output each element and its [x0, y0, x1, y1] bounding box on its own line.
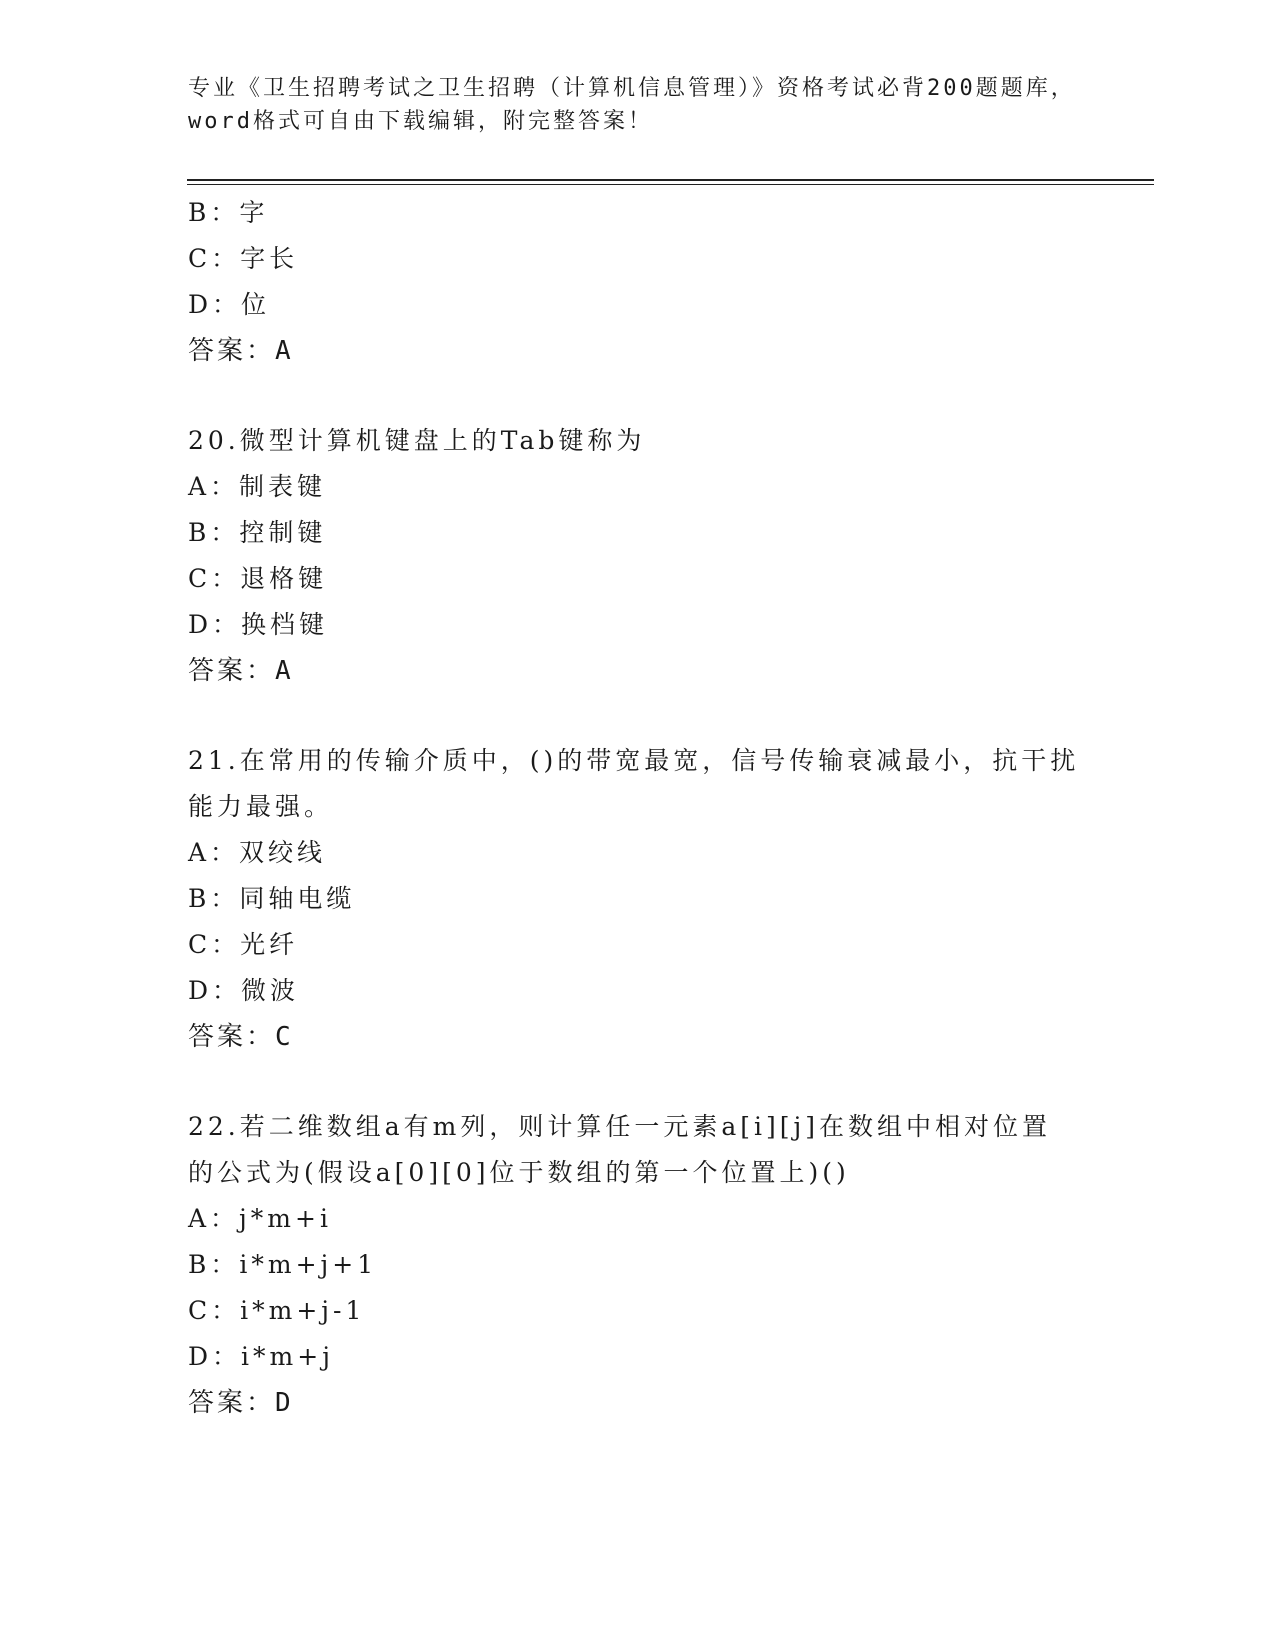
option-b: B：同轴电缆 [188, 884, 356, 913]
option-c: C：字长 [188, 244, 299, 273]
question-stem-line-2: 能力最强。 [188, 792, 334, 821]
option-a: A：制表键 [188, 472, 327, 501]
question-block-22 [188, 1104, 1088, 1426]
spacer [188, 694, 1088, 738]
question-block-20 [188, 418, 1088, 694]
question-stem-line-2: 的公式为(假设a[0][0]位于数组的第一个位置上)() [188, 1158, 850, 1187]
option-c: C：光纤 [188, 930, 299, 959]
question-block-previous [188, 190, 1088, 374]
spacer [188, 374, 1088, 418]
question-stem-line-1: 21.在常用的传输介质中，()的带宽最宽，信号传输衰减最小，抗干扰 [188, 746, 1080, 775]
option-a: A：双绞线 [188, 838, 327, 867]
document-header [188, 72, 1088, 138]
header-title-line-1: 专业《卫生招聘考试之卫生招聘（计算机信息管理）》资格考试必背200题题库， [188, 76, 1076, 101]
question-stem: 20.微型计算机键盘上的Tab键称为 [188, 426, 646, 455]
option-d: D：微波 [188, 976, 300, 1005]
header-divider [187, 179, 1154, 185]
spacer [188, 1060, 1088, 1104]
answer-line: 答案：C [188, 1022, 294, 1052]
option-c: C：退格键 [188, 564, 328, 593]
option-c: C：i*m+j-1 [188, 1296, 366, 1325]
header-title-line-2: word格式可自由下载编辑，附完整答案！ [188, 109, 653, 134]
option-b: B：i*m+j+1 [188, 1250, 378, 1279]
question-list [188, 190, 1088, 1426]
answer-line: 答案：A [188, 336, 294, 366]
question-block-21 [188, 738, 1088, 1060]
option-a: A：j*m+i [188, 1204, 332, 1233]
answer-line: 答案：D [188, 1388, 294, 1418]
option-d: D：换档键 [188, 610, 329, 639]
option-d: D：位 [188, 290, 271, 319]
question-stem-line-1: 22.若二维数组a有m列，则计算任一元素a[i][j]在数组中相对位置 [188, 1112, 1052, 1141]
option-b: B：控制键 [188, 518, 327, 547]
option-d: D：i*m+j [188, 1342, 334, 1371]
option-b: B：字 [188, 198, 269, 227]
answer-line: 答案：A [188, 656, 294, 686]
